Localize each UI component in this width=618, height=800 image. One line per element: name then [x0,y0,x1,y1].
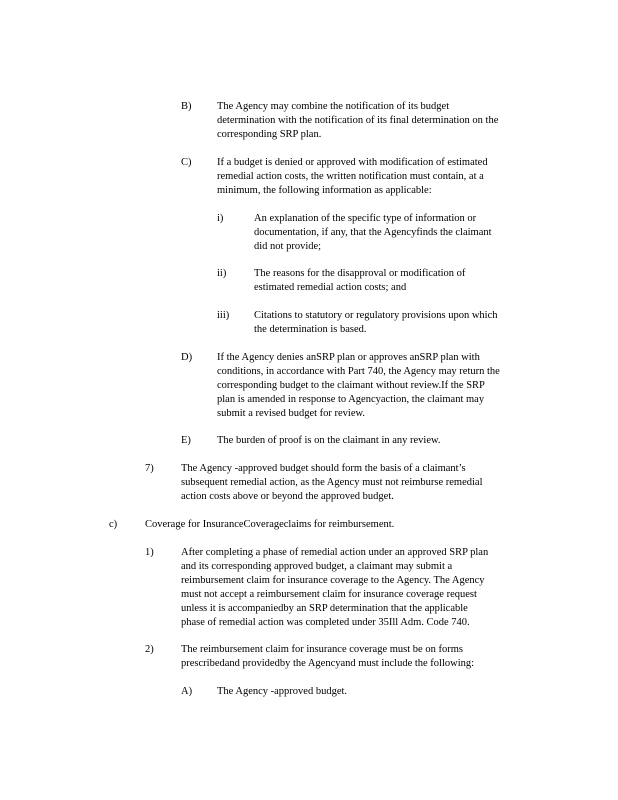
item-text [217,100,539,142]
item-text [254,212,526,254]
item-text [217,434,539,448]
item-text [217,685,517,699]
item-text [181,546,531,630]
section-label: c) [109,519,118,530]
text-line: The Agency -approved budget should form the basis of a claimant’s [181,463,466,474]
item-text [254,267,526,295]
text-line: unless it is accompaniedby an SRP determination that the applicable [181,603,468,614]
text-line: Citations to statutory or regulatory provisions upon which [254,310,498,321]
item-label: D) [181,352,193,363]
text-line: corresponding budget to the claimant without review.If the SRP [217,380,485,391]
text-line: prescribedand providedby the Agencyand must include the following: [181,658,475,669]
text-line: must not accept a reimbursement claim for insurance coverage request [181,589,477,600]
item-label: iii) [217,310,230,321]
text-line: After completing a phase of remedial action under an approved SRP plan [181,547,489,558]
item-label: ii) [217,268,227,279]
text-line: The Agency -approved budget. [217,686,348,697]
item-text [254,309,526,337]
item-text [181,462,521,504]
text-line: action costs above or beyond the approved budget. [181,491,394,502]
text-line: determination with the notification of its final determination on the [217,115,499,126]
item-label: A) [181,686,193,697]
item-text [217,351,539,421]
item-text [181,643,511,671]
item-label: 2) [145,644,154,655]
text-line: If a budget is denied or approved with modification of estimated [217,157,488,168]
text-line: the determination is based. [254,324,367,335]
item-label: 1) [145,547,154,558]
text-line: The reasons for the disapproval or modification of [254,268,466,279]
text-line: corresponding SRP plan. [217,129,322,140]
text-line: and its corresponding approved budget, a claimant may submit a [181,561,453,572]
text-line: documentation, if any, that the Agencyfinds the claimant [254,227,492,238]
text-line: remedial action costs, the written notification must contain, at a [217,171,484,182]
text-line: Coverage for InsuranceCoverageclaims for reimbursement. [145,519,395,530]
item-label: E) [181,435,191,446]
text-line: estimated remedial action costs; and [254,282,407,293]
text-line: The burden of proof is on the claimant in any review. [217,435,441,446]
text-line: plan is amended in response to Agencyaction, the claimant may [217,394,485,405]
text-line: did not provide; [254,241,322,252]
text-line: minimum, the following information as applicable: [217,185,432,196]
text-line: The reimbursement claim for insurance coverage must be on forms [181,644,463,655]
text-line: phase of remedial action was completed under 35Ill Adm. Code 740. [181,617,470,628]
text-line: conditions, in accordance with Part 740, the Agency may return the [217,366,500,377]
text-line: reimbursement claim for insurance coverage to the Agency. The Agency [181,575,485,586]
text-line: An explanation of the specific type of information or [254,213,477,224]
section-heading [145,518,445,532]
text-line: submit a revised budget for review. [217,408,366,419]
item-label: C) [181,157,192,168]
item-label: i) [217,213,224,224]
item-text [217,156,539,198]
item-label: 7) [145,463,154,474]
item-label: B) [181,101,192,112]
text-line: subsequent remedial action, as the Agency must not reimburse remedial [181,477,483,488]
text-line: The Agency may combine the notification of its budget [217,101,450,112]
text-line: If the Agency denies anSRP plan or approves anSRP plan with [217,352,480,363]
